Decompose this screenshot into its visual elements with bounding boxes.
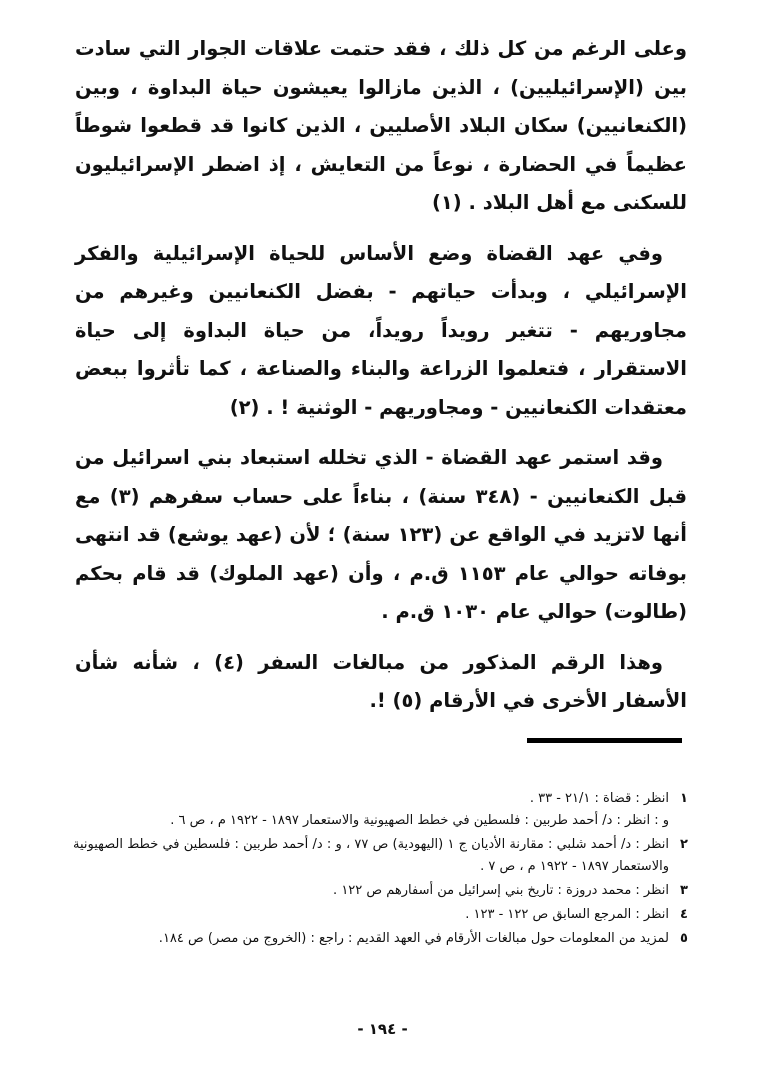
footnote: [73, 880, 693, 902]
paragraph: وقد استمر عهد القضاة - الذي تخلله استبعاد بني اسرائيل من قبل الكنعانيين - (٣٤٨ سنة) ، بناءاً على حساب سفرهم (٣) مع أنها لاتزيد في الواقع عن (١٢٣ سنة) ؛ لأن (عهد يوشع) قد انتهى بوفاته حوالي عام ١١٥٣ ق.م ، وأن (عهد الملوك) قد قام بحكم (طالوت) حوالي عام ١٠٣٠ ق.م .: [75, 446, 688, 623]
footnotes: [73, 788, 693, 952]
footnote-number: ٤: [680, 907, 688, 922]
page-number: - ١٩٤ -: [357, 1020, 408, 1038]
paragraph: وفي عهد القضاة وضع الأساس للحياة الإسرائيلية والفكر الإسرائيلي ، وبدأت حياتهم - بفضل الكنعانيين وغيرهم من مجاوريهم - تتغير رويداً رويداً، من حياة البداوة إلى حياة الاستقرار ، فتعلموا الزراعة والبناء والصناعة ، كما تأثروا ببعض معتقدات الكنعانيين - ومجاوريهم - الوثنية ! . (٢): [75, 241, 687, 419]
footnote-text: لمزيد من المعلومات حول مبالغات الأرقام في العهد القديم : راجع : (الخروج من مصر) ص ١٨٤.: [158, 931, 669, 946]
footnote-text: انظر : د/ أحمد شلبي : مقارنة الأديان ج ١ (اليهودية) ص ٧٧ ، و : د/ أحمد طربين : فلسطين في خطط الصهيونية والاستعمار ١٨٩٧ - ١٩٢٢ م ، ص ٧ .: [73, 837, 670, 874]
footnote-text: انظر : قضاة : ٢١/١ - ٣٣ .: [529, 791, 669, 806]
body-text: [75, 30, 687, 721]
footnote: [73, 834, 693, 878]
footnote-number: ١: [680, 791, 688, 806]
footnote-number: ٢: [680, 837, 688, 852]
footnote-text: انظر : محمد دروزة : تاريخ بني إسرائيل من أسفارهم ص ١٢٢ .: [333, 883, 669, 898]
footnote-number: ٥: [680, 931, 688, 946]
footnote-subtext: و : انظر : د/ أحمد طربين : فلسطين في خطط الصهيونية والاستعمار ١٨٩٧ - ١٩٢٢ م ، ص ٦ .: [170, 813, 669, 828]
footnote-separator: [527, 738, 682, 743]
footnote: [73, 904, 693, 926]
footnote: [73, 788, 693, 832]
footnote: [73, 928, 693, 950]
footnote-text: انظر : المرجع السابق ص ١٢٢ - ١٢٣ .: [465, 907, 669, 922]
paragraph: وهذا الرقم المذكور من مبالغات السفر (٤) ، شأنه شأن الأسفار الأخرى في الأرقام (٥) !.: [75, 650, 687, 712]
paragraph: وعلى الرغم من كل ذلك ، فقد حتمت علاقات الجوار التي سادت بين (الإسرائيليين) ، الذين مازالوا يعيشون حياة البداوة ، وبين (الكنعانيين) سكان البلاد الأصليين ، الذين كانوا قد قطعوا شوطاً عظيماً في الحضارة ، نوعاً من التعايش ، إذ اضطر الإسرائيليون للسكنى مع أهل البلاد . (١): [75, 37, 687, 214]
footnote-number: ٣: [680, 883, 688, 898]
